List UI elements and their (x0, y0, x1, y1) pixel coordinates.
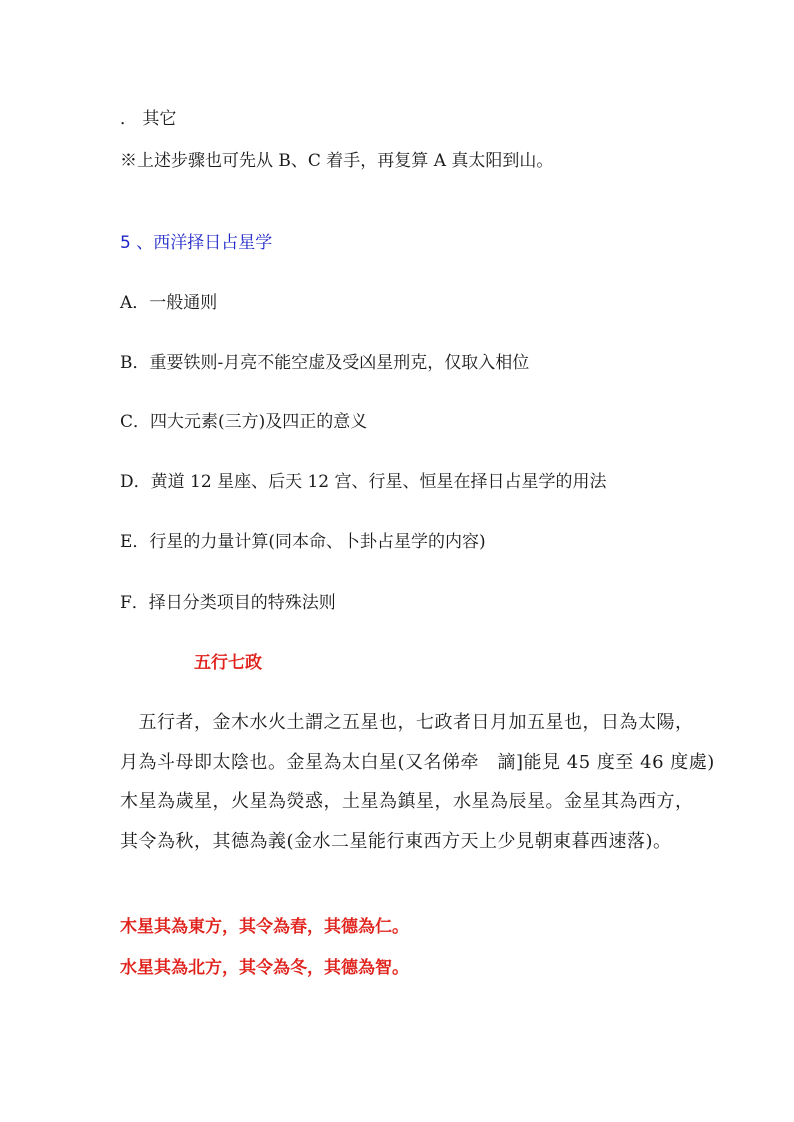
paragraph-line: 五行者，金木水火土謂之五星也，七政者日月加五星也，日為太陽， (120, 712, 694, 733)
other-label: ． 其它 (120, 109, 177, 129)
list-item: F．择日分类项目的特殊法则 (120, 593, 336, 613)
list-item: B．重要铁则-月亮不能空虚及受凶星刑克，仅取入相位 (120, 353, 530, 373)
paragraph-line: 月為斗母即太陰也。金星為太白星(又名俤牵 謫]能見 45 度至 46 度處) (120, 752, 715, 773)
section-heading-astrology: 5 、西洋择日占星学 (120, 233, 273, 253)
list-item: E．行星的力量计算(同本命、卜卦占星学的内容) (120, 532, 486, 552)
list-item: C．四大元素(三方)及四正的意义 (120, 412, 368, 432)
steps-note: ※上述步骤也可先从 B、C 着手，再复算 A 真太阳到山。 (120, 151, 554, 171)
paragraph-line: 木星為歲星，火星為熒惑，土星為鎮星，水星為辰星。金星其為西方， (120, 791, 694, 812)
section-heading-wuxing: 五行七政 (194, 653, 262, 673)
paragraph-line: 其令為秋，其德為義(金水二星能行東西方天上少見朝東暮西速落)。 (120, 831, 672, 852)
list-item: A．一般通则 (120, 293, 218, 313)
red-line-water: 水星其為北方，其令為冬，其德為智。 (120, 958, 409, 978)
red-line-wood: 木星其為東方，其令為春，其德為仁。 (120, 917, 409, 937)
list-item: D．黄道 12 星座、后天 12 宫、行星、恒星在择日占星学的用法 (120, 472, 607, 492)
